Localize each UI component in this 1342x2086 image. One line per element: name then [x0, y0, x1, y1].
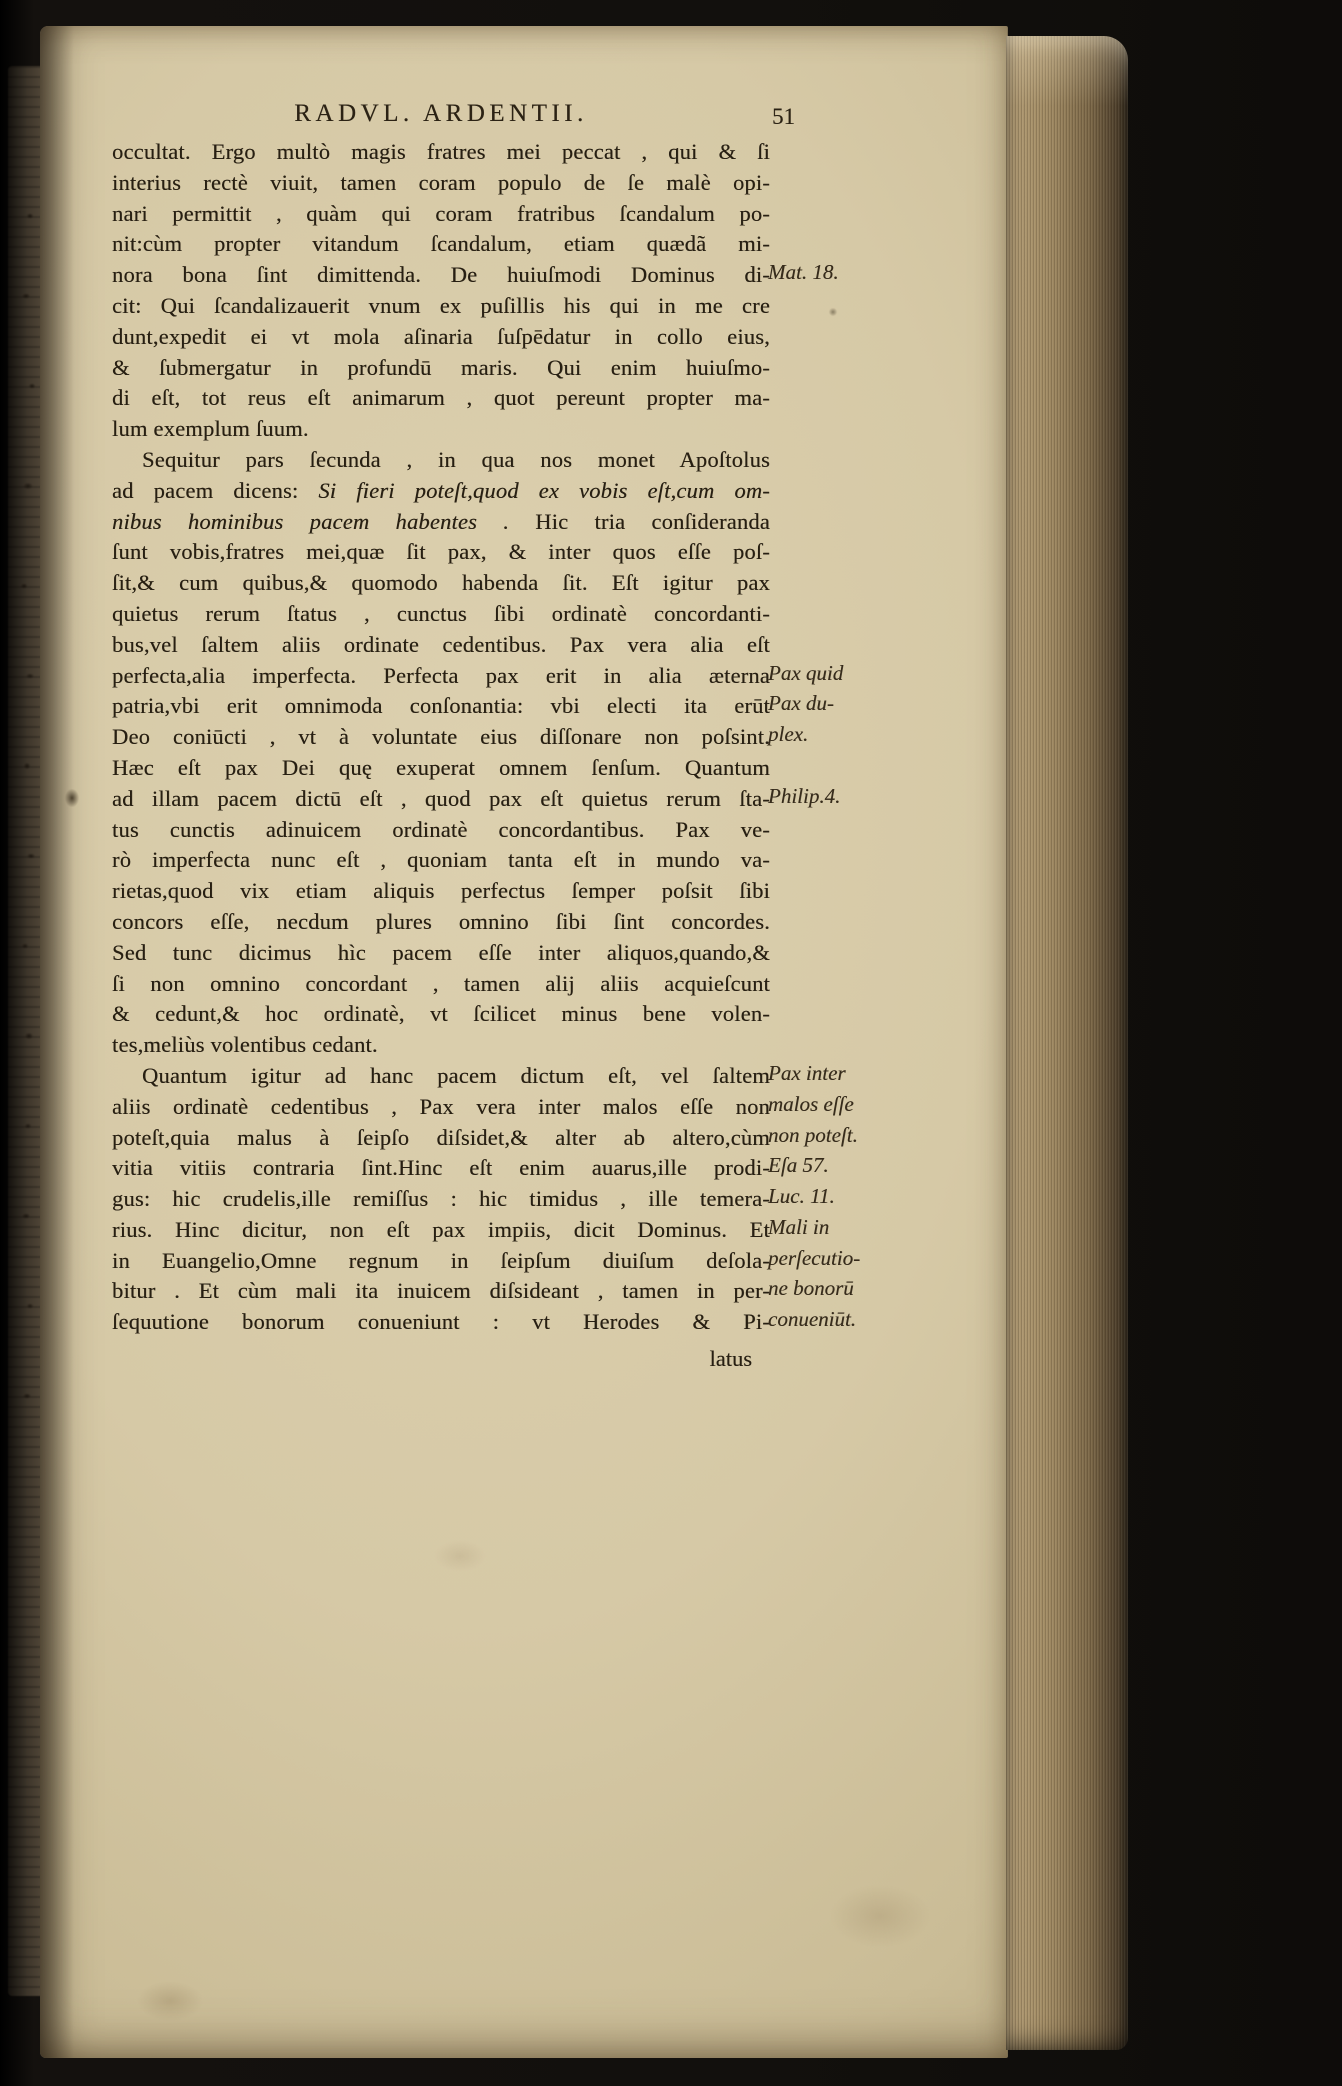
- text-segment: gus: hic crudelis,ille remiſſus : hic timidus , ille temera-: [112, 1186, 770, 1212]
- text-line: [112, 876, 770, 907]
- text-line: [112, 322, 770, 353]
- margin-note: perſecutio-: [768, 1246, 861, 1270]
- text-segment: poteſt,quia malus à ſeipſo diſsidet,& alter ab altero,cùm: [112, 1124, 770, 1150]
- text-segment: Hæc eſt pax Dei quę exuperat omnem ſenſum. Quantum: [112, 754, 770, 780]
- text-segment: rietas,quod vix etiam aliquis perfectus ſemper poſsit ſibi: [112, 878, 770, 904]
- text-line: [112, 630, 770, 661]
- text-segment: nora bona ſint dimittenda. De huiuſmodi Dominus di-: [112, 262, 770, 288]
- margin-notes: [768, 26, 983, 2058]
- text-segment: tes,meliùs volentibus cedant.: [112, 1032, 378, 1058]
- text-line: [112, 938, 770, 969]
- margin-note: plex.: [768, 722, 809, 746]
- margin-note: Eſa 57.: [768, 1153, 829, 1177]
- fore-edge-page-stack: [1006, 36, 1128, 2050]
- text-segment: ſequutione bonorum conueniunt : vt Herodes & Pi-: [112, 1309, 770, 1335]
- text-segment: ſunt vobis,fratres mei,quæ ſit pax, & inter quos eſſe poſ-: [112, 539, 770, 565]
- margin-note: ne bonorū: [768, 1276, 854, 1300]
- text-line: [112, 1215, 770, 1246]
- text-segment: Hic tria conſideranda: [535, 508, 770, 534]
- text-segment: ſi non omnino concordant , tamen alij aliis acquieſcunt: [112, 970, 770, 996]
- text-segment: quietus rerum ſtatus , cunctus ſibi ordinatè concordanti-: [112, 600, 770, 626]
- text-line: [112, 353, 770, 384]
- text-line: [112, 845, 770, 876]
- italic-text-segment: Si fieri poteſt,quod ex vobis eſt,cum om-: [318, 477, 770, 503]
- text-segment: concors eſſe, necdum plures omnino ſibi ſint concordes.: [112, 908, 770, 934]
- text-line: [112, 229, 770, 260]
- margin-note: malos eſſe: [768, 1092, 854, 1116]
- text-line: [112, 999, 770, 1030]
- text-segment: tus cunctis adinuicem ordinatè concordantibus. Pax ve-: [112, 816, 770, 842]
- text-line: [112, 815, 770, 846]
- text-line: [112, 1123, 770, 1154]
- text-segment: aliis ordinatè cedentibus , Pax vera inter malos eſſe non: [112, 1093, 770, 1119]
- text-segment: Sed tunc dicimus hìc pacem eſſe inter aliquos,quando,&: [112, 939, 770, 965]
- catchword: latus: [709, 1346, 752, 1372]
- margin-note: non poteſt.: [768, 1123, 858, 1147]
- text-block: [112, 137, 770, 1374]
- text-segment: occultat. Ergo multò magis fratres mei peccat , qui & ſi: [112, 139, 770, 164]
- text-line: [112, 1246, 770, 1277]
- text-line: [112, 137, 770, 168]
- text-segment: Deo coniūcti , vt à voluntate eius diſſonare non poſsint.: [112, 724, 770, 750]
- text-line: [112, 599, 770, 630]
- running-title: RADVL. ARDENTII.: [294, 100, 588, 127]
- italic-text-segment: nibus hominibus pacem habentes .: [112, 508, 536, 534]
- margin-note: Pax inter: [768, 1061, 846, 1085]
- text-line: [112, 537, 770, 568]
- page-number: 51: [772, 104, 795, 129]
- text-line: [112, 568, 770, 599]
- text-segment: nit:cùm propter vitandum ſcandalum, etiam quædã mi-: [112, 231, 770, 257]
- text-segment: Quantum igitur ad hanc pacem dictum eſt, vel ſaltem: [142, 1062, 770, 1088]
- text-segment: Sequitur pars ſecunda , in qua nos monet Apoſtolus: [142, 446, 770, 472]
- text-line: [112, 291, 770, 322]
- text-line: [112, 383, 770, 414]
- text-line: [112, 1092, 770, 1123]
- text-line: [112, 199, 770, 230]
- text-line: [112, 445, 770, 476]
- text-segment: cit: Qui ſcandalizauerit vnum ex puſillis his qui in me cre: [112, 292, 770, 318]
- text-segment: lum exemplum ſuum.: [112, 416, 309, 442]
- text-line: [112, 1276, 770, 1307]
- text-segment: nari permittit , quàm qui coram fratribus ſcandalum po-: [112, 200, 770, 226]
- text-segment: in Euangelio,Omne regnum in ſeipſum diuiſum deſola-: [112, 1247, 770, 1273]
- text-segment: ad illam pacem dictū eſt , quod pax eſt quietus rerum ſta-: [112, 785, 770, 811]
- margin-note: Mali in: [768, 1215, 830, 1239]
- text-line: [112, 476, 770, 507]
- text-line: [112, 168, 770, 199]
- text-line: [112, 784, 770, 815]
- margin-note: Pax du-: [768, 691, 834, 715]
- text-line: [112, 1061, 770, 1092]
- text-segment: perfecta,alia imperfecta. Perfecta pax erit in alia æterna: [112, 662, 770, 688]
- text-line: [112, 722, 770, 753]
- text-line: [112, 753, 770, 784]
- text-line: [112, 1153, 770, 1184]
- text-segment: ad pacem dicens:: [112, 477, 319, 503]
- margin-note: Mat. 18.: [768, 260, 839, 284]
- margin-note: Pax quid: [768, 661, 844, 685]
- text-segment: di eſt, tot reus eſt animarum , quot pereunt propter ma-: [112, 385, 770, 411]
- book-page: [40, 26, 1008, 2058]
- text-line: [112, 907, 770, 938]
- text-line: [112, 1184, 770, 1215]
- text-segment: dunt,expedit ei vt mola aſinaria ſuſpēdatur in collo eius,: [112, 323, 770, 349]
- margin-note: conueniūt.: [768, 1307, 857, 1331]
- text-line: [112, 414, 770, 445]
- text-segment: vitia vitiis contraria ſint.Hinc eſt enim auarus,ille prodi-: [112, 1155, 770, 1181]
- text-segment: rius. Hinc dicitur, non eſt pax impiis, dicit Dominus. Et: [112, 1216, 770, 1242]
- text-segment: bus,vel ſaltem aliis ordinate cedentibus. Pax vera alia eſt: [112, 631, 770, 657]
- margin-note: Philip.4.: [768, 784, 841, 808]
- text-segment: rò imperfecta nunc eſt , quoniam tanta eſt in mundo va-: [112, 847, 770, 873]
- text-segment: ſit,& cum quibus,& quomodo habenda ſit. Eſt igitur pax: [112, 570, 770, 596]
- text-line: [112, 691, 770, 722]
- text-line: [112, 507, 770, 538]
- text-segment: bitur . Et cùm mali ita inuicem diſsideant , tamen in per-: [112, 1278, 770, 1304]
- margin-note: Luc. 11.: [768, 1184, 835, 1208]
- text-segment: interius rectè viuit, tamen coram populo de ſe malè opi-: [112, 169, 770, 195]
- text-segment: & cedunt,& hoc ordinatè, vt ſcilicet minus bene volen-: [112, 1001, 770, 1027]
- text-segment: & ſubmergatur in profundū maris. Qui enim huiuſmo-: [112, 354, 770, 380]
- text-segment: patria,vbi erit omnimoda conſonantia: vbi electi ita erūt: [112, 693, 770, 719]
- text-line: [112, 661, 770, 692]
- text-line: [112, 1030, 770, 1061]
- text-line: [112, 260, 770, 291]
- text-line: [112, 969, 770, 1000]
- text-line: [112, 1307, 770, 1338]
